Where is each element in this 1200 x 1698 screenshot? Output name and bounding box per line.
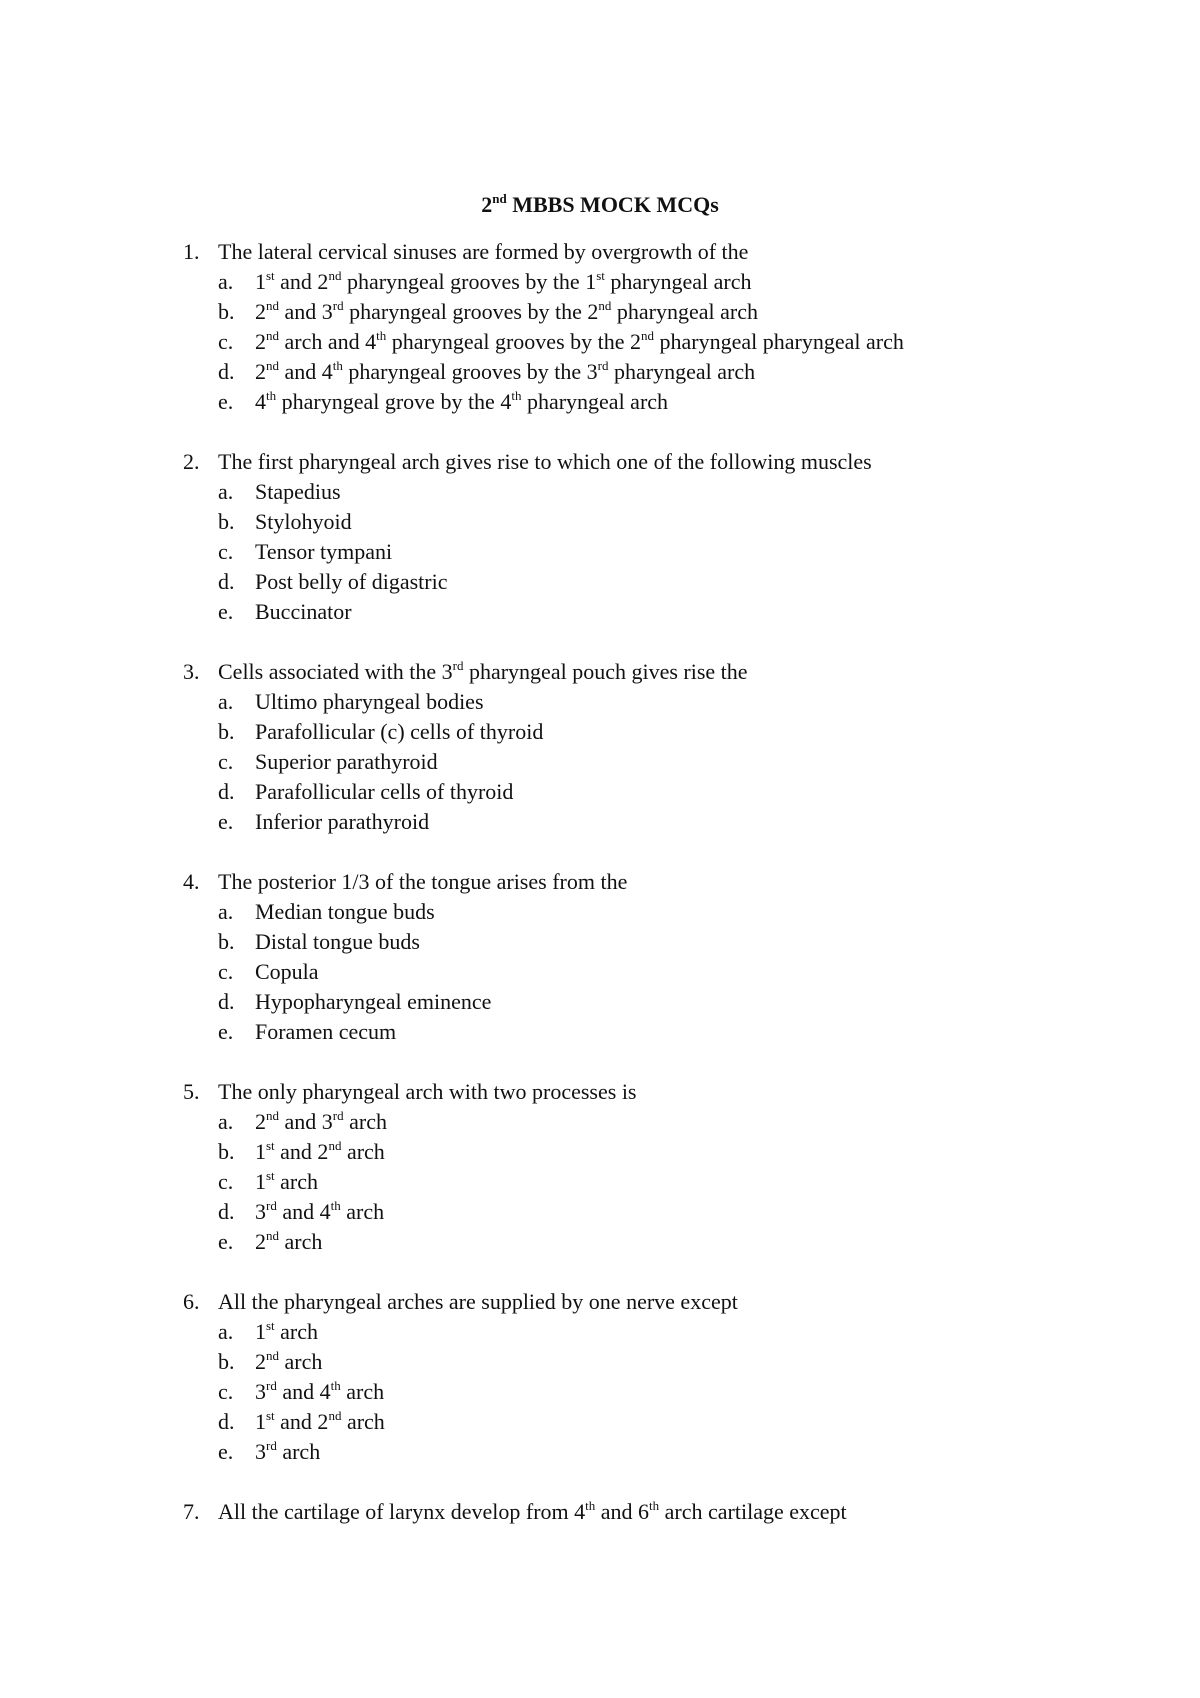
option-letter: a. xyxy=(218,479,234,504)
option-letter: d. xyxy=(218,779,235,804)
ordinal-suffix: nd xyxy=(266,1107,279,1123)
ordinal-suffix: st xyxy=(266,1167,275,1183)
option-letter: a. xyxy=(218,1319,234,1344)
answer-option xyxy=(0,897,1200,927)
answer-option xyxy=(0,1167,1200,1197)
ordinal-suffix: rd xyxy=(452,657,464,673)
ordinal-suffix: nd xyxy=(492,190,507,206)
answer-option xyxy=(0,717,1200,747)
document-title: 2nd MBBS MOCK MCQs xyxy=(481,190,719,217)
ordinal-suffix: rd xyxy=(266,1197,277,1213)
ordinal-suffix: th xyxy=(376,327,387,343)
option-letter: c. xyxy=(218,749,234,774)
option-text: 2nd arch xyxy=(255,1227,323,1254)
option-letter: c. xyxy=(218,329,234,354)
option-text: Parafollicular (c) cells of thyroid xyxy=(255,719,544,744)
option-letter: e. xyxy=(218,1019,234,1044)
answer-option xyxy=(0,1377,1200,1407)
option-text: 2nd arch xyxy=(255,1347,323,1374)
option-letter: d. xyxy=(218,989,235,1014)
answer-option xyxy=(0,327,1200,357)
question-text: The posterior 1/3 of the tongue arises from the xyxy=(218,869,628,894)
question-1 xyxy=(0,237,1200,417)
option-text: 1st arch xyxy=(255,1167,319,1194)
option-letter: d. xyxy=(218,569,235,594)
option-text: Hypopharyngeal eminence xyxy=(255,989,492,1014)
option-text: Buccinator xyxy=(255,599,352,624)
question-text: The first pharyngeal arch gives rise to which one of the following muscles xyxy=(218,449,872,474)
ordinal-suffix: st xyxy=(266,1137,275,1153)
option-letter: b. xyxy=(218,719,235,744)
option-letter: d. xyxy=(218,359,235,384)
ordinal-suffix: th xyxy=(330,1197,341,1213)
ordinal-suffix: nd xyxy=(328,1407,342,1423)
ordinal-suffix: rd xyxy=(332,1107,344,1123)
question-5 xyxy=(0,1077,1200,1257)
question-number: 2. xyxy=(183,449,200,474)
option-letter: e. xyxy=(218,809,234,834)
ordinal-suffix: th xyxy=(649,1497,660,1513)
option-text: Superior parathyroid xyxy=(255,749,438,774)
question-7 xyxy=(0,1497,1200,1527)
option-text: 3rd arch xyxy=(255,1437,321,1464)
ordinal-suffix: nd xyxy=(641,327,655,343)
option-text: 2nd and 4th pharyngeal grooves by the 3rd pharyngeal arch xyxy=(255,357,756,384)
option-text: Stapedius xyxy=(255,479,341,504)
answer-option xyxy=(0,387,1200,417)
option-letter: d. xyxy=(218,1409,235,1434)
option-letter: b. xyxy=(218,1349,235,1374)
ordinal-suffix: nd xyxy=(328,267,342,283)
option-text: 2nd arch and 4th pharyngeal grooves by the 2nd pharyngeal pharyngeal arch xyxy=(255,327,904,354)
question-stem xyxy=(0,237,1200,267)
option-text: 3rd and 4th arch xyxy=(255,1197,385,1224)
answer-option xyxy=(0,1407,1200,1437)
ordinal-suffix: nd xyxy=(266,1227,279,1243)
answer-option xyxy=(0,567,1200,597)
question-number: 3. xyxy=(183,659,200,684)
option-text: 1st and 2nd pharyngeal grooves by the 1st pharyngeal arch xyxy=(255,267,752,294)
option-text: 1st and 2nd arch xyxy=(255,1137,385,1164)
question-number: 1. xyxy=(183,239,200,264)
option-text: Median tongue buds xyxy=(255,899,435,924)
question-list xyxy=(0,237,1200,1557)
option-letter: c. xyxy=(218,1379,234,1404)
option-text: Distal tongue buds xyxy=(255,929,420,954)
option-letter: c. xyxy=(218,539,234,564)
ordinal-suffix: nd xyxy=(266,297,279,313)
option-letter: a. xyxy=(218,689,234,714)
question-stem xyxy=(0,1497,1200,1527)
question-number: 7. xyxy=(183,1499,200,1524)
option-text: 1st arch xyxy=(255,1317,319,1344)
option-text: 1st and 2nd arch xyxy=(255,1407,385,1434)
answer-option xyxy=(0,537,1200,567)
question-text: All the cartilage of larynx develop from 4th and 6th arch cartilage except xyxy=(218,1497,847,1524)
answer-option xyxy=(0,1437,1200,1467)
ordinal-suffix: rd xyxy=(266,1377,277,1393)
answer-option xyxy=(0,1197,1200,1227)
ordinal-suffix: th xyxy=(585,1497,596,1513)
answer-option xyxy=(0,987,1200,1017)
option-letter: e. xyxy=(218,389,234,414)
answer-option xyxy=(0,357,1200,387)
option-letter: b. xyxy=(218,929,235,954)
ordinal-suffix: rd xyxy=(332,297,344,313)
answer-option xyxy=(0,1347,1200,1377)
option-text: Copula xyxy=(255,959,319,984)
answer-option xyxy=(0,807,1200,837)
answer-option xyxy=(0,747,1200,777)
ordinal-suffix: st xyxy=(266,1317,275,1333)
question-text: Cells associated with the 3rd pharyngeal pouch gives rise the xyxy=(218,657,748,684)
option-text: 2nd and 3rd arch xyxy=(255,1107,387,1134)
question-stem xyxy=(0,447,1200,477)
ordinal-suffix: st xyxy=(596,267,605,283)
answer-option xyxy=(0,1227,1200,1257)
question-stem xyxy=(0,657,1200,687)
question-stem xyxy=(0,867,1200,897)
question-number: 4. xyxy=(183,869,200,894)
question-text: The lateral cervical sinuses are formed by overgrowth of the xyxy=(218,239,749,264)
answer-option xyxy=(0,1317,1200,1347)
question-stem xyxy=(0,1287,1200,1317)
question-4 xyxy=(0,867,1200,1047)
option-text: Tensor tympani xyxy=(255,539,393,564)
option-text: Stylohyoid xyxy=(255,509,352,534)
answer-option xyxy=(0,597,1200,627)
answer-option xyxy=(0,297,1200,327)
ordinal-suffix: st xyxy=(266,267,275,283)
question-text: All the pharyngeal arches are supplied by one nerve except xyxy=(218,1289,738,1314)
answer-option xyxy=(0,1107,1200,1137)
ordinal-suffix: nd xyxy=(598,297,612,313)
question-2 xyxy=(0,447,1200,627)
answer-option xyxy=(0,507,1200,537)
option-letter: a. xyxy=(218,269,234,294)
option-letter: e. xyxy=(218,599,234,624)
option-text: Foramen cecum xyxy=(255,1019,397,1044)
question-3 xyxy=(0,657,1200,837)
option-text: 3rd and 4th arch xyxy=(255,1377,385,1404)
ordinal-suffix: th xyxy=(330,1377,341,1393)
answer-option xyxy=(0,957,1200,987)
option-letter: b. xyxy=(218,299,235,324)
answer-option xyxy=(0,1017,1200,1047)
ordinal-suffix: st xyxy=(266,1407,275,1423)
option-letter: b. xyxy=(218,1139,235,1164)
option-letter: d. xyxy=(218,1199,235,1224)
ordinal-suffix: nd xyxy=(266,1347,279,1363)
ordinal-suffix: rd xyxy=(266,1437,277,1453)
ordinal-suffix: th xyxy=(332,357,343,373)
option-text: Post belly of digastric xyxy=(255,569,448,594)
option-text: Inferior parathyroid xyxy=(255,809,430,834)
ordinal-suffix: nd xyxy=(328,1137,342,1153)
question-stem xyxy=(0,1077,1200,1107)
option-text: Ultimo pharyngeal bodies xyxy=(255,689,484,714)
ordinal-suffix: th xyxy=(511,387,522,403)
option-letter: c. xyxy=(218,959,234,984)
answer-option xyxy=(0,477,1200,507)
option-letter: e. xyxy=(218,1229,234,1254)
question-number: 5. xyxy=(183,1079,200,1104)
answer-option xyxy=(0,777,1200,807)
option-letter: e. xyxy=(218,1439,234,1464)
option-text: 2nd and 3rd pharyngeal grooves by the 2nd pharyngeal arch xyxy=(255,297,758,324)
question-6 xyxy=(0,1287,1200,1467)
question-text: The only pharyngeal arch with two processes is xyxy=(218,1079,637,1104)
option-letter: c. xyxy=(218,1169,234,1194)
option-letter: a. xyxy=(218,1109,234,1134)
answer-option xyxy=(0,1137,1200,1167)
option-text: Parafollicular cells of thyroid xyxy=(255,779,514,804)
ordinal-suffix: nd xyxy=(266,327,279,343)
option-letter: b. xyxy=(218,509,235,534)
answer-option xyxy=(0,687,1200,717)
answer-option xyxy=(0,267,1200,297)
ordinal-suffix: th xyxy=(266,387,277,403)
option-letter: a. xyxy=(218,899,234,924)
option-text: 4th pharyngeal grove by the 4th pharyngeal arch xyxy=(255,387,669,414)
question-number: 6. xyxy=(183,1289,200,1314)
answer-option xyxy=(0,927,1200,957)
ordinal-suffix: rd xyxy=(597,357,609,373)
ordinal-suffix: nd xyxy=(266,357,279,373)
